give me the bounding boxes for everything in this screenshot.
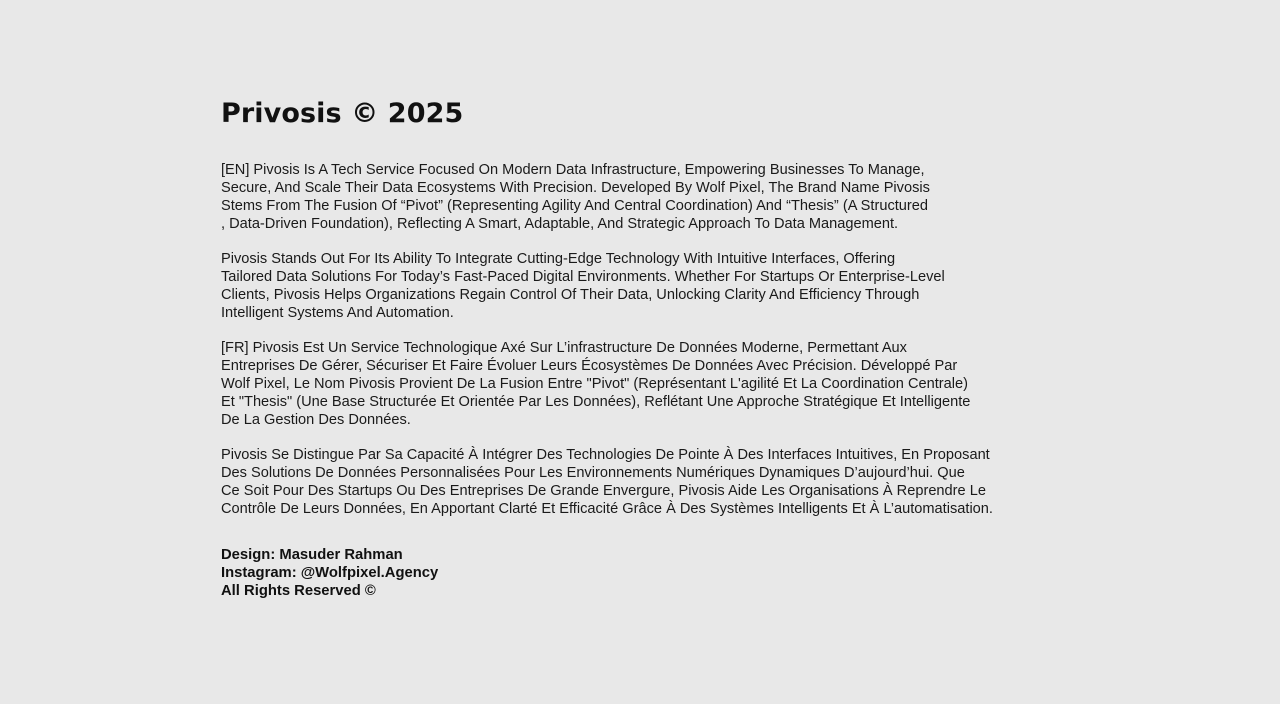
text-line: , Data-Driven Foundation), Reflecting A Smart, Adaptable, And Strategic Approach To Data Management. bbox=[221, 215, 899, 232]
rights-notice: All Rights Reserved © bbox=[221, 582, 376, 599]
text-line: [EN] Pivosis Is A Tech Service Focused On Modern Data Infrastructure, Empowering Businesses To Manage, bbox=[221, 162, 925, 178]
text-line: De La Gestion Des Données. bbox=[221, 411, 411, 428]
text-line: Entreprises De Gérer, Sécuriser Et Faire Évoluer Leurs Écosystèmes De Données Avec Précision. Développé Par bbox=[221, 358, 958, 375]
text-line: Wolf Pixel, Le Nom Pivosis Provient De La Fusion Entre "Pivot" (Représentant L'agilité Et La Coordination Centrale) bbox=[221, 376, 968, 393]
text-line: Contrôle De Leurs Données, En Apportant Clarté Et Efficacité Grâce À Des Systèmes Intelligents Et À L’automatisation. bbox=[221, 501, 993, 517]
text-line: Pivosis Stands Out For Its Ability To Integrate Cutting-Edge Technology With Intuitive Interfaces, Offering bbox=[221, 251, 896, 268]
text-line: Et "Thesis" (Une Base Structurée Et Orientée Par Les Données), Reflétant Une Approche Stratégique Et Intelligente bbox=[221, 393, 971, 410]
text-line: Pivosis Se Distingue Par Sa Capacité À Intégrer Des Technologies De Pointe À Des Interfaces Intuitives, En Proposant bbox=[221, 447, 990, 464]
instagram-credit: Instagram: @Wolfpixel.Agency bbox=[221, 564, 439, 581]
paragraph-en-intro bbox=[221, 162, 1071, 234]
paragraph-en-details bbox=[221, 251, 1071, 323]
text-line: Secure, And Scale Their Data Ecosystems With Precision. Developed By Wolf Pixel, The Brand Name Pivosis bbox=[221, 179, 930, 196]
text-line: Des Solutions De Données Personnalisées Pour Les Environnements Numériques Dynamiques D’aujourd’hui. Que bbox=[221, 465, 965, 482]
text-line: [FR] Pivosis Est Un Service Technologique Axé Sur L’infrastructure De Données Moderne, Permettant Aux bbox=[221, 340, 907, 357]
page-title: Privosis © 2025 bbox=[221, 98, 464, 129]
text-line: Intelligent Systems And Automation. bbox=[221, 304, 454, 321]
text-line: Clients, Pivosis Helps Organizations Regain Control Of Their Data, Unlocking Clarity And Efficiency Through bbox=[221, 286, 920, 303]
text-line: Tailored Data Solutions For Today’s Fast-Paced Digital Environments. Whether For Startups Or Enterprise-Level bbox=[221, 269, 945, 286]
document-content bbox=[221, 96, 1071, 600]
paragraph-fr-intro bbox=[221, 340, 1071, 430]
paragraph-fr-details bbox=[221, 447, 1071, 519]
body-text bbox=[221, 162, 1071, 519]
credits bbox=[221, 546, 1071, 600]
design-credit: Design: Masuder Rahman bbox=[221, 546, 403, 563]
text-line: Ce Soit Pour Des Startups Ou Des Entreprises De Grande Envergure, Pivosis Aide Les Organisations À Reprendre Le bbox=[221, 483, 986, 500]
text-line: Stems From The Fusion Of “Pivot” (Representing Agility And Central Coordination) And “Thesis” (A Structured bbox=[221, 197, 929, 214]
